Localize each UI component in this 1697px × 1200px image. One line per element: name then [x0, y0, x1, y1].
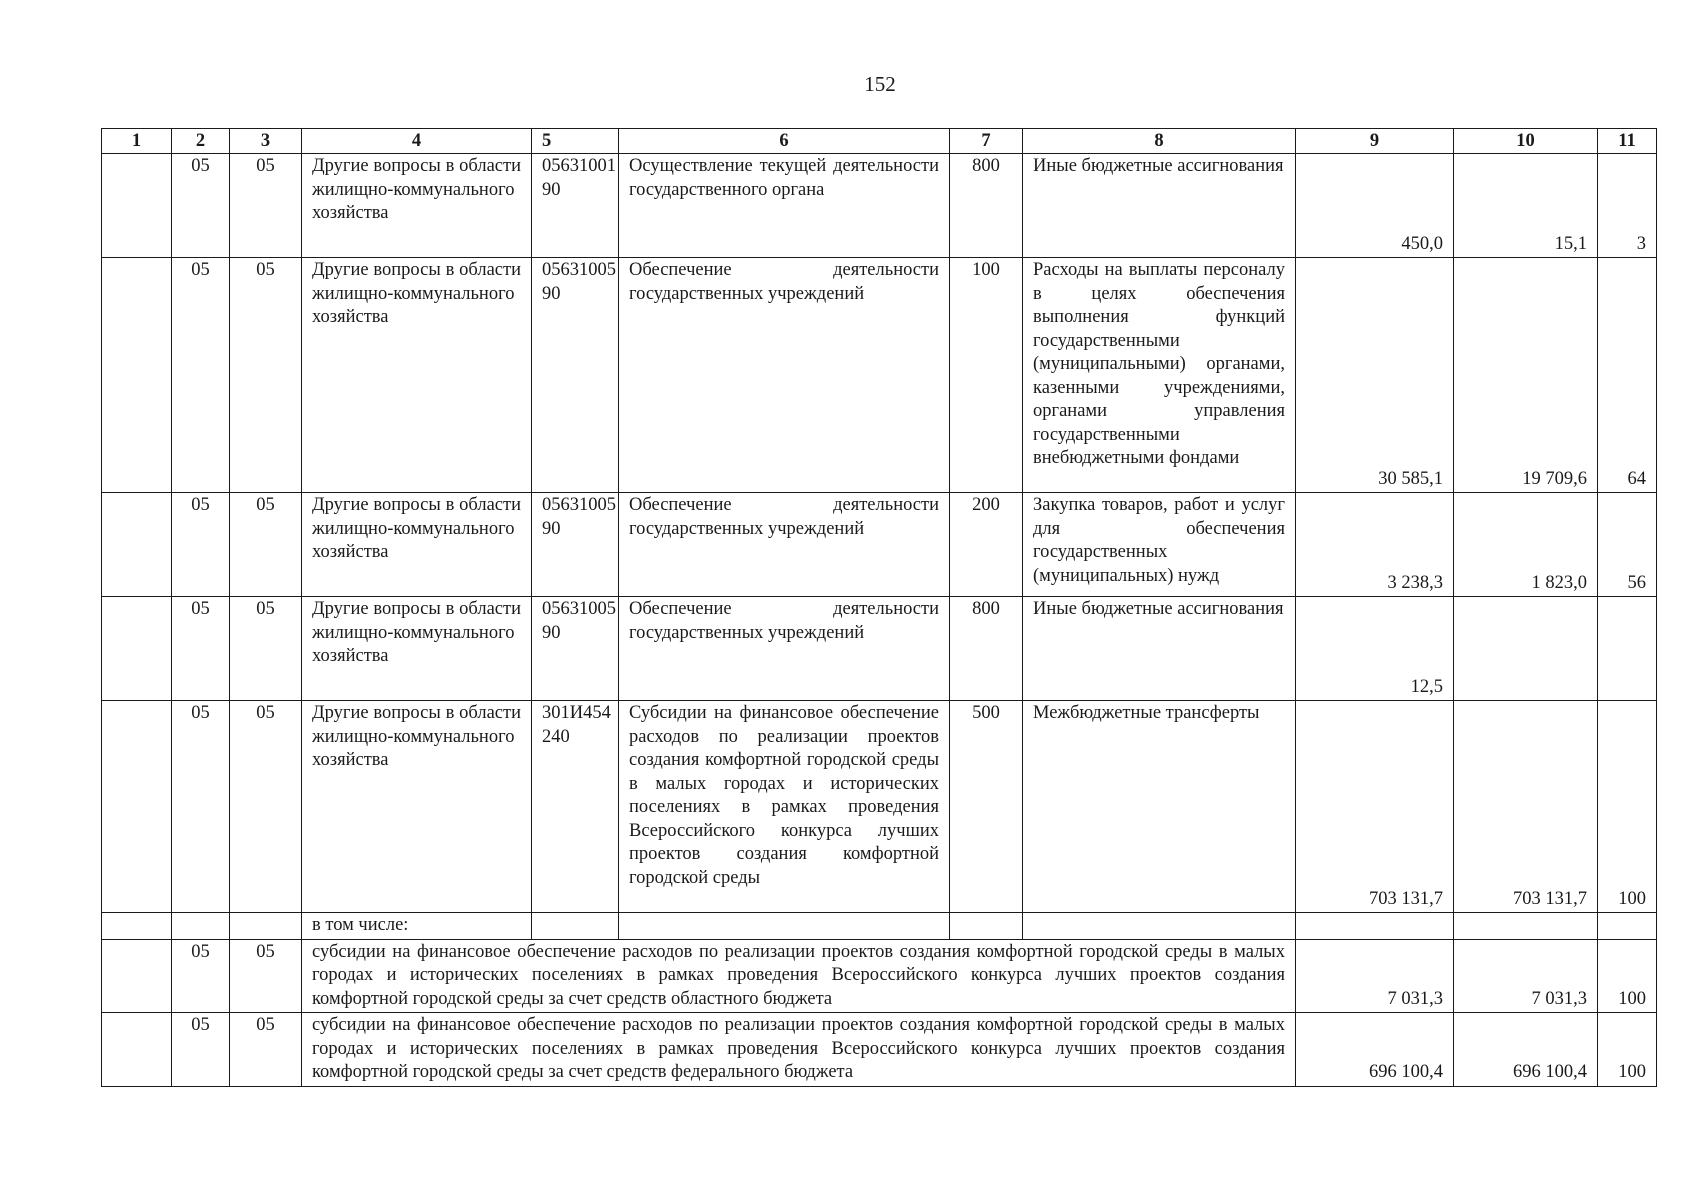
col-header-7: 7 — [950, 129, 1023, 154]
cell-expense-name: Иные бюджетные ассигнования — [1023, 597, 1296, 701]
col-header-11: 11 — [1598, 129, 1657, 154]
cell-subsection: 05 — [230, 154, 302, 258]
cell-empty — [102, 1013, 172, 1087]
cell-percent: 100 — [1598, 939, 1657, 1013]
cell-section-name: Другие вопросы в области жилищно-коммунального хозяйства — [302, 597, 532, 701]
cell-plan: 703 131,7 — [1296, 701, 1454, 913]
cell-empty — [1454, 913, 1598, 940]
col-header-9: 9 — [1296, 129, 1454, 154]
cell-plan: 3 238,3 — [1296, 493, 1454, 597]
cell-expense-name: Расходы на выплаты персоналу в целях обеспечения выполнения функций государственными (муниципальными) органами, казенными учреждениями, органами управления государственными внебюджетными фондами — [1023, 258, 1296, 493]
cell-target-name: Обеспечение деятельности государственных учреждений — [619, 258, 950, 493]
table-row — [102, 597, 1657, 701]
cell-expense-type: 100 — [950, 258, 1023, 493]
table-row — [102, 258, 1657, 493]
cell-actual: 1 823,0 — [1454, 493, 1598, 597]
col-header-2: 2 — [172, 129, 230, 154]
cell-expense-type: 500 — [950, 701, 1023, 913]
col-header-8: 8 — [1023, 129, 1296, 154]
cell-actual — [1454, 597, 1598, 701]
cell-subsection: 05 — [230, 493, 302, 597]
cell-expense-type: 800 — [950, 154, 1023, 258]
cell-target-name: Обеспечение деятельности государственных учреждений — [619, 493, 950, 597]
column-number-row — [102, 129, 1657, 154]
cell-empty — [102, 939, 172, 1013]
cell-col1 — [102, 701, 172, 913]
cell-target-code: 0563100590 — [532, 493, 619, 597]
cell-percent: 3 — [1598, 154, 1657, 258]
cell-target-code: 0563100190 — [532, 154, 619, 258]
cell-actual: 696 100,4 — [1454, 1013, 1598, 1087]
cell-target-code: 0563100590 — [532, 597, 619, 701]
cell-subsection: 05 — [230, 258, 302, 493]
including-label: в том числе: — [302, 913, 532, 940]
cell-col1 — [102, 493, 172, 597]
cell-subsection: 05 — [230, 701, 302, 913]
col-header-6: 6 — [619, 129, 950, 154]
cell-expense-name: Иные бюджетные ассигнования — [1023, 154, 1296, 258]
col-header-10: 10 — [1454, 129, 1598, 154]
page-number: 152 — [864, 72, 896, 96]
cell-empty — [1296, 913, 1454, 940]
cell-expense-type: 800 — [950, 597, 1023, 701]
table-row — [102, 701, 1657, 913]
cell-section: 05 — [172, 939, 230, 1013]
cell-plan: 30 585,1 — [1296, 258, 1454, 493]
cell-section-name: Другие вопросы в области жилищно-коммунального хозяйства — [302, 701, 532, 913]
cell-section: 05 — [172, 701, 230, 913]
cell-section: 05 — [172, 258, 230, 493]
cell-section: 05 — [172, 1013, 230, 1087]
cell-actual: 703 131,7 — [1454, 701, 1598, 913]
cell-section-name: Другие вопросы в области жилищно-коммунального хозяйства — [302, 493, 532, 597]
cell-plan: 696 100,4 — [1296, 1013, 1454, 1087]
cell-empty — [950, 913, 1023, 940]
cell-percent: 64 — [1598, 258, 1657, 493]
cell-target-name: Осуществление текущей деятельности государственного органа — [619, 154, 950, 258]
cell-percent: 56 — [1598, 493, 1657, 597]
cell-sub-description: субсидии на финансовое обеспечение расходов по реализации проектов создания комфортной городской среды в малых городах и исторических поселениях в рамках проведения Всероссийского конкурса лучших проектов создания комфортной городской среды за счет средств областного бюджета — [302, 939, 1296, 1013]
col-header-1: 1 — [102, 129, 172, 154]
budget-table — [101, 128, 1657, 1087]
cell-plan: 12,5 — [1296, 597, 1454, 701]
cell-section-name: Другие вопросы в области жилищно-коммунального хозяйства — [302, 258, 532, 493]
cell-expense-type: 200 — [950, 493, 1023, 597]
cell-expense-name: Закупка товаров, работ и услуг для обеспечения государственных (муниципальных) нужд — [1023, 493, 1296, 597]
cell-plan: 7 031,3 — [1296, 939, 1454, 1013]
cell-sub-description: субсидии на финансовое обеспечение расходов по реализации проектов создания комфортной городской среды в малых городах и исторических поселениях в рамках проведения Всероссийского конкурса лучших проектов создания комфортной городской среды за счет средств федерального бюджета — [302, 1013, 1296, 1087]
cell-subsection: 05 — [230, 1013, 302, 1087]
cell-empty — [619, 913, 950, 940]
cell-empty — [1023, 913, 1296, 940]
cell-percent: 100 — [1598, 1013, 1657, 1087]
cell-target-name: Субсидии на финансовое обеспечение расходов по реализации проектов создания комфортной городской среды в малых городах и исторических поселениях в рамках проведения Всероссийского конкурса лучших проектов создания комфортной городской среды — [619, 701, 950, 913]
cell-actual: 15,1 — [1454, 154, 1598, 258]
cell-empty — [532, 913, 619, 940]
table-row — [102, 493, 1657, 597]
cell-percent: 100 — [1598, 701, 1657, 913]
cell-plan: 450,0 — [1296, 154, 1454, 258]
cell-empty — [1598, 913, 1657, 940]
cell-empty — [230, 913, 302, 940]
cell-actual: 19 709,6 — [1454, 258, 1598, 493]
cell-target-code: 0563100590 — [532, 258, 619, 493]
col-header-4: 4 — [302, 129, 532, 154]
col-header-3: 3 — [230, 129, 302, 154]
cell-subsection: 05 — [230, 597, 302, 701]
col-header-5: 5 — [532, 129, 619, 154]
cell-col1 — [102, 258, 172, 493]
cell-col1 — [102, 154, 172, 258]
cell-section: 05 — [172, 597, 230, 701]
including-row — [102, 913, 1657, 940]
cell-target-code: 301И454240 — [532, 701, 619, 913]
table-row — [102, 154, 1657, 258]
cell-section-name: Другие вопросы в области жилищно-коммунального хозяйства — [302, 154, 532, 258]
cell-expense-name: Межбюджетные трансферты — [1023, 701, 1296, 913]
cell-col1 — [102, 597, 172, 701]
cell-empty — [172, 913, 230, 940]
sub-row — [102, 1013, 1657, 1087]
cell-subsection: 05 — [230, 939, 302, 1013]
cell-section: 05 — [172, 154, 230, 258]
sub-row — [102, 939, 1657, 1013]
cell-actual: 7 031,3 — [1454, 939, 1598, 1013]
cell-target-name: Обеспечение деятельности государственных учреждений — [619, 597, 950, 701]
cell-section: 05 — [172, 493, 230, 597]
cell-empty — [102, 913, 172, 940]
cell-percent — [1598, 597, 1657, 701]
